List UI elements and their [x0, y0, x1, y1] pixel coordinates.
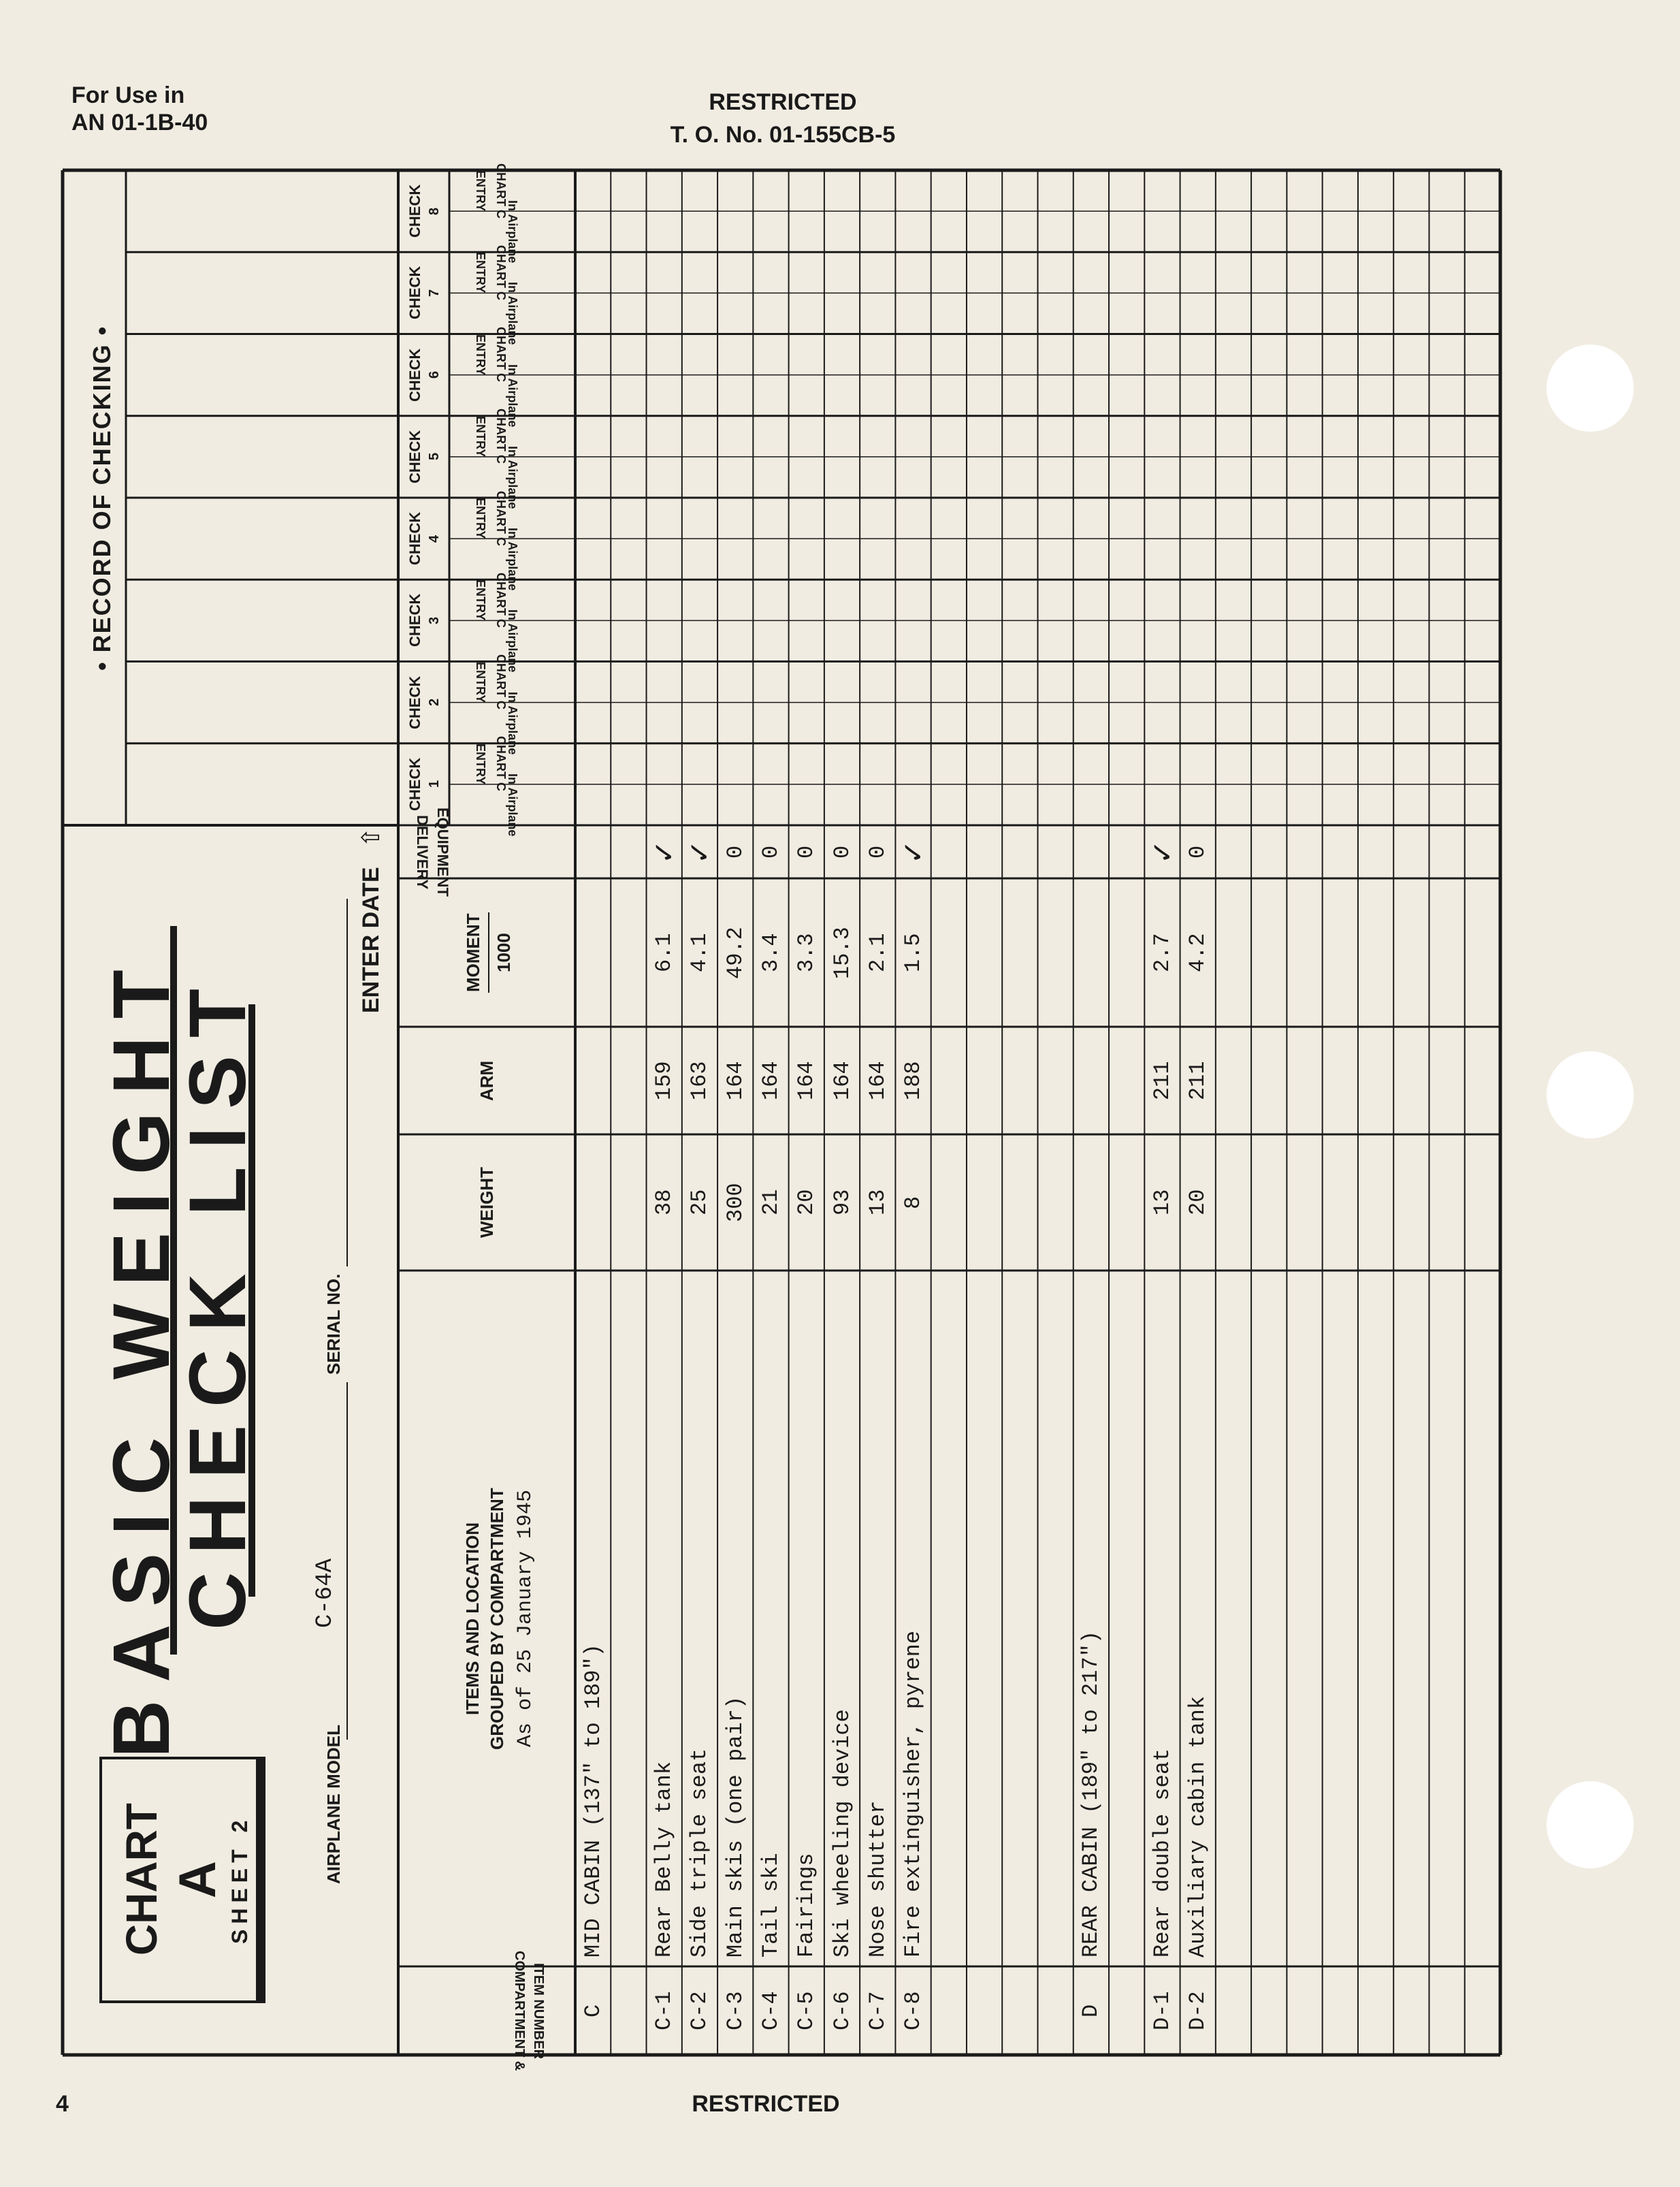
airplane-model-value: C-64A	[312, 1558, 338, 1628]
row-weight: 93	[829, 1189, 855, 1215]
row-item-description: Side triple seat	[687, 1748, 713, 1958]
row-moment: 3.3	[794, 933, 820, 972]
row-delivery-mark: 0	[829, 845, 855, 859]
check-number: 8	[426, 207, 442, 215]
entry-label: ENTRY	[473, 334, 487, 375]
tech-order-number: T. O. No. 01-155CB-5	[670, 122, 896, 148]
chart-c-label: CHART C	[494, 736, 508, 792]
row-item-number: C-8	[901, 1991, 926, 2030]
check-number: 6	[426, 371, 442, 379]
entry-label: ENTRY	[473, 498, 487, 539]
row-item-description: Rear Belly tank	[651, 1761, 677, 1958]
row-item-description: Fairings	[794, 1853, 820, 1958]
check-number: 5	[426, 453, 442, 461]
arm-header: ARM	[476, 1060, 497, 1101]
chart-box-shadow	[256, 1758, 264, 2002]
in-airplane-label: In Airplane	[505, 282, 519, 345]
entry-label: ENTRY	[473, 579, 487, 621]
row-moment: 15.3	[829, 926, 855, 979]
check-number: 3	[426, 616, 442, 624]
check-number: 7	[426, 289, 442, 297]
chart-c-label: CHART C	[494, 327, 508, 383]
row-item-number: D-1	[1149, 1991, 1175, 2030]
check-label: CHECK	[406, 511, 423, 566]
usage-note-line-1: For Use in	[71, 82, 185, 108]
row-weight: 8	[901, 1196, 926, 1209]
chart-c-label: CHART C	[494, 409, 508, 464]
row-item-number: C-1	[651, 1991, 677, 2030]
title-line-2: CHECK LIST	[173, 971, 263, 1630]
row-item-description: Fire extinguisher, pyrene	[901, 1630, 926, 1958]
airplane-model-label: AIRPLANE MODEL	[323, 1725, 344, 1884]
entry-label: ENTRY	[473, 743, 487, 785]
row-delivery-mark: 0	[865, 845, 890, 859]
check-number: 1	[426, 780, 442, 788]
chart-sheet: SHEET 2	[227, 1815, 252, 1944]
row-moment: 1.5	[901, 933, 926, 972]
row-weight: 13	[1149, 1189, 1175, 1215]
row-delivery-mark: ✓	[1146, 840, 1178, 864]
row-item-number: D-2	[1185, 1991, 1211, 2030]
in-airplane-label: In Airplane	[505, 691, 519, 755]
chart-letter: A	[168, 1860, 227, 1898]
row-moment: 3.4	[758, 933, 784, 972]
chart-c-label: CHART C	[494, 490, 508, 546]
items-header-line-2: GROUPED BY COMPARTMENT	[486, 1487, 507, 1750]
check-label: CHECK	[406, 348, 423, 402]
row-item-description: Rear double seat	[1149, 1748, 1175, 1958]
check-label: CHECK	[406, 266, 423, 320]
enter-date-arrow-icon: ⇧	[357, 827, 385, 848]
row-item-description: Nose shutter	[865, 1800, 890, 1958]
in-airplane-label: In Airplane	[505, 364, 519, 428]
check-label: CHECK	[406, 594, 423, 648]
serial-number-label: SERIAL NO.	[323, 1273, 344, 1375]
moment-header: MOMENT	[462, 913, 483, 992]
row-arm: 164	[865, 1061, 890, 1100]
row-item-number: C-5	[794, 1991, 820, 2030]
row-delivery-mark: ✓	[648, 840, 681, 864]
row-weight: 21	[758, 1189, 784, 1215]
row-item-number: C	[580, 2004, 606, 2017]
row-delivery-mark: 0	[1185, 845, 1211, 859]
row-item-number: C-6	[829, 1991, 855, 2030]
entry-label: ENTRY	[473, 415, 487, 458]
compartment-header: COMPARTMENT &	[511, 1951, 527, 2071]
bottom-classification: RESTRICTED	[692, 2091, 840, 2117]
delivery-header: DELIVERY	[414, 814, 431, 889]
row-item-number: C-7	[865, 1991, 890, 2030]
row-arm: 164	[722, 1061, 748, 1100]
check-label: CHECK	[406, 675, 423, 729]
row-item-description: REAR CABIN (189" to 217")	[1078, 1630, 1104, 1958]
in-airplane-label: In Airplane	[505, 609, 519, 673]
compartment-header: ITEM NUMBER	[530, 1962, 546, 2059]
weight-header: WEIGHT	[476, 1167, 497, 1238]
row-moment: 4.2	[1185, 933, 1211, 972]
in-airplane-label: In Airplane	[505, 528, 519, 591]
row-moment: 6.1	[651, 933, 677, 972]
entry-label: ENTRY	[473, 170, 487, 212]
row-weight: 38	[651, 1189, 677, 1215]
chart-c-label: CHART C	[494, 572, 508, 628]
row-arm: 164	[794, 1061, 820, 1100]
row-arm: 163	[687, 1061, 713, 1100]
row-weight: 13	[865, 1189, 890, 1215]
in-airplane-label: In Airplane	[505, 773, 519, 837]
enter-date-label: ENTER DATE	[357, 866, 384, 1013]
chart-c-label: CHART C	[494, 163, 508, 219]
row-delivery-mark: 0	[758, 845, 784, 859]
row-item-description: Main skis (one pair)	[722, 1695, 748, 1958]
items-header-line-1: ITEMS AND LOCATION	[462, 1522, 483, 1715]
check-label: CHECK	[406, 184, 423, 238]
chart-word: CHART	[117, 1803, 166, 1955]
row-item-number: C-2	[687, 1991, 713, 2030]
row-weight: 25	[687, 1189, 713, 1215]
row-item-number: C-4	[758, 1991, 784, 2030]
row-weight: 300	[722, 1183, 748, 1222]
page-number: 4	[56, 2091, 69, 2117]
chart-c-label: CHART C	[494, 654, 508, 710]
row-arm: 164	[758, 1061, 784, 1100]
row-arm: 159	[651, 1061, 677, 1100]
row-arm: 211	[1185, 1061, 1211, 1100]
row-delivery-mark: 0	[722, 845, 748, 859]
usage-note-line-2: AN 01-1B-40	[71, 110, 208, 135]
delivery-header: EQUIPMENT	[434, 807, 451, 897]
in-airplane-label: In Airplane	[505, 200, 519, 264]
row-item-description: Ski wheeling device	[829, 1709, 855, 1958]
row-moment: 4.1	[687, 933, 713, 972]
row-weight: 20	[794, 1189, 820, 1215]
check-label: CHECK	[406, 757, 423, 811]
items-header-line-3: As of 25 January 1945	[514, 1489, 537, 1747]
row-arm: 211	[1149, 1061, 1175, 1100]
row-item-number: D	[1078, 2004, 1104, 2017]
row-arm: 164	[829, 1061, 855, 1100]
row-arm: 188	[901, 1061, 926, 1100]
row-delivery-mark: ✓	[683, 840, 716, 864]
row-weight: 20	[1185, 1189, 1211, 1215]
top-classification: RESTRICTED	[709, 89, 857, 115]
check-number: 4	[426, 534, 442, 543]
record-of-checking-title: • RECORD OF CHECKING •	[88, 325, 116, 671]
row-item-number: C-3	[722, 1991, 748, 2030]
entry-label: ENTRY	[473, 252, 487, 293]
row-item-description: MID CABIN (137" to 189")	[580, 1644, 606, 1958]
entry-label: ENTRY	[473, 661, 487, 703]
in-airplane-label: In Airplane	[505, 445, 519, 509]
chart-c-label: CHART C	[494, 244, 508, 300]
check-label: CHECK	[406, 430, 423, 483]
row-moment: 2.7	[1149, 933, 1175, 972]
row-moment: 49.2	[722, 926, 748, 979]
row-moment: 2.1	[865, 933, 890, 972]
title-line-1: BASIC WEIGHT	[97, 952, 187, 1758]
row-item-description: Auxiliary cabin tank	[1185, 1695, 1211, 1958]
row-delivery-mark: ✓	[897, 840, 930, 864]
row-delivery-mark: 0	[794, 845, 820, 859]
row-item-description: Tail ski	[758, 1853, 784, 1958]
moment-divisor: 1000	[493, 933, 514, 972]
check-number: 2	[426, 699, 442, 707]
